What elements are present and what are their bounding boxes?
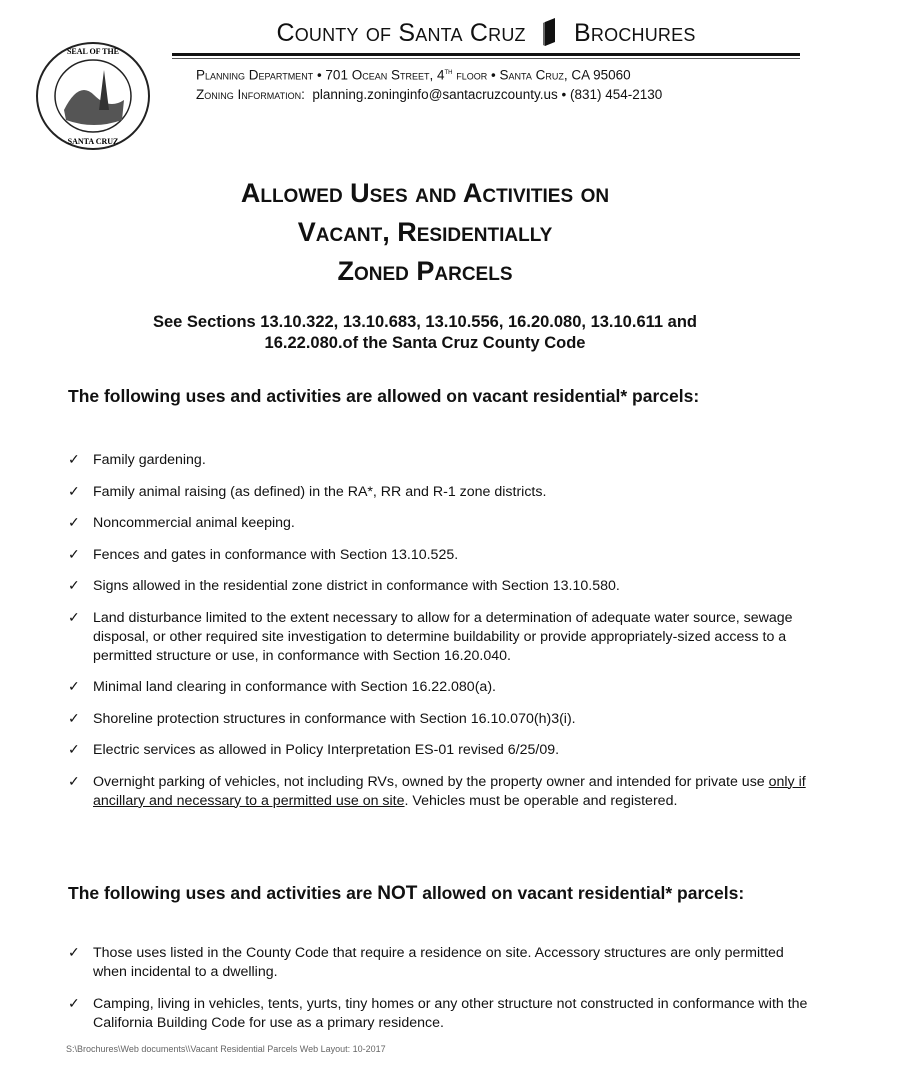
file-path-footer: S:\Brochures\Web documents\\Vacant Residential Parcels Web Layout: 10-2017 bbox=[66, 1044, 386, 1054]
checkmark-icon: ✓ bbox=[68, 742, 80, 758]
item-text: . Vehicles must be operable and registered. bbox=[404, 792, 678, 809]
list-item bbox=[68, 710, 808, 729]
title-line: Zoned Parcels bbox=[337, 256, 513, 286]
allowed-heading: The following uses and activities are allowed on vacant residential* parcels: bbox=[68, 386, 700, 406]
heading-emphasis: NOT bbox=[377, 883, 418, 904]
list-item bbox=[68, 609, 808, 666]
page-title bbox=[60, 174, 790, 291]
city: Santa Cruz, CA 95060 bbox=[499, 67, 631, 83]
phone: (831) 454-2130 bbox=[569, 87, 663, 102]
not-allowed-list bbox=[68, 944, 808, 1045]
list-item bbox=[68, 741, 808, 760]
brochure-header-title bbox=[172, 18, 800, 48]
list-item bbox=[68, 995, 808, 1033]
checkmark-icon: ✓ bbox=[68, 945, 80, 961]
code-sections-reference bbox=[60, 312, 790, 354]
item-text: Overnight parking of vehicles, not including RVs, owned by the property owner and intended for private use bbox=[93, 773, 769, 790]
checkmark-icon: ✓ bbox=[68, 515, 80, 531]
address-line: Planning Department • 701 Ocean Street, 4th floor • Santa Cruz, CA 95060 bbox=[196, 67, 631, 83]
list-item bbox=[68, 773, 808, 811]
street: 701 Ocean Street, 4 bbox=[325, 67, 445, 83]
checkmark-icon: ✓ bbox=[68, 609, 80, 626]
item-text: Those uses listed in the County Code that require a residence on site. Accessory structures are only permitted when incidental to a dwelling. bbox=[93, 945, 784, 980]
contact-line: Zoning Information: planning.zoninginfo@santacruzcounty.us • (831) 454-2130 bbox=[196, 87, 663, 102]
email-link[interactable]: planning.zoninginfo@santacruzcounty.us bbox=[312, 87, 558, 102]
checkmark-icon: ✓ bbox=[68, 679, 80, 695]
title-line: Allowed Uses and Activities on bbox=[240, 178, 610, 208]
contact-label: Zoning Information: bbox=[196, 87, 305, 102]
list-item bbox=[68, 451, 808, 470]
list-item bbox=[68, 944, 808, 982]
sections-line: 16.22.080.of the Santa Cruz County Code bbox=[264, 334, 586, 352]
svg-text:SEAL OF THE: SEAL OF THE bbox=[66, 47, 120, 56]
sections-line: See Sections 13.10.322, 13.10.683, 13.10.556, 16.20.080, 13.10.611 and bbox=[152, 313, 697, 331]
checkmark-icon: ✓ bbox=[68, 710, 80, 727]
allowed-list bbox=[68, 451, 808, 823]
item-text: Land disturbance limited to the extent necessary to allow for a determination of adequate water source, sewage disposal, or other required site investigation to determine buildability or provide appropriately-sized access to a permitted structure or use, in conformance with Section 16.20.040. bbox=[93, 609, 793, 664]
street-sup: th bbox=[444, 67, 453, 76]
list-item bbox=[68, 483, 808, 502]
header-rule bbox=[172, 53, 800, 56]
item-text: Signs allowed in the residential zone district in conformance with Section 13.10.580. bbox=[93, 578, 620, 594]
county-name: County of Santa Cruz bbox=[276, 19, 526, 47]
header-rule-thin bbox=[172, 58, 800, 59]
list-item bbox=[68, 577, 808, 596]
checkmark-icon: ✓ bbox=[68, 578, 80, 594]
county-seal-logo bbox=[34, 40, 152, 152]
heading-text: The following uses and activities are bbox=[68, 883, 378, 903]
item-text: Noncommercial animal keeping. bbox=[93, 515, 295, 531]
checkmark-icon: ✓ bbox=[68, 483, 80, 500]
list-item bbox=[68, 678, 808, 697]
department: Planning Department bbox=[196, 67, 314, 83]
heading-text: allowed on vacant residential* parcels: bbox=[417, 883, 745, 903]
item-text: Family animal raising (as defined) in the RA*, RR and R-1 zone districts. bbox=[93, 483, 547, 500]
item-text: Fences and gates in conformance with Section 13.10.525. bbox=[93, 546, 459, 563]
item-text: Electric services as allowed in Policy Interpretation ES-01 revised 6/25/09. bbox=[93, 742, 560, 758]
checkmark-icon: ✓ bbox=[68, 995, 80, 1012]
svg-text:SANTA CRUZ: SANTA CRUZ bbox=[67, 137, 119, 146]
item-text: Minimal land clearing in conformance with Section 16.22.080(a). bbox=[93, 679, 496, 695]
list-item bbox=[68, 514, 808, 533]
floor: floor bbox=[456, 67, 488, 83]
brochures-label: Brochures bbox=[574, 19, 696, 47]
list-item bbox=[68, 546, 808, 565]
item-text: Family gardening. bbox=[93, 452, 206, 468]
not-allowed-heading bbox=[68, 883, 808, 904]
checkmark-icon: ✓ bbox=[68, 773, 80, 790]
title-line: Vacant, Residentially bbox=[297, 217, 553, 247]
checkmark-icon: ✓ bbox=[68, 546, 80, 563]
item-text: Camping, living in vehicles, tents, yurts, tiny homes or any other structure not constructed in conformance with the California Building Code for use as a primary residence. bbox=[93, 995, 808, 1031]
item-underlined-text: only if ancillary and necessary to a permitted use on site bbox=[93, 773, 806, 809]
checkmark-icon: ✓ bbox=[68, 452, 80, 468]
item-text: Shoreline protection structures in conformance with Section 16.10.070(h)3(i). bbox=[93, 710, 576, 727]
book-icon bbox=[543, 18, 557, 46]
